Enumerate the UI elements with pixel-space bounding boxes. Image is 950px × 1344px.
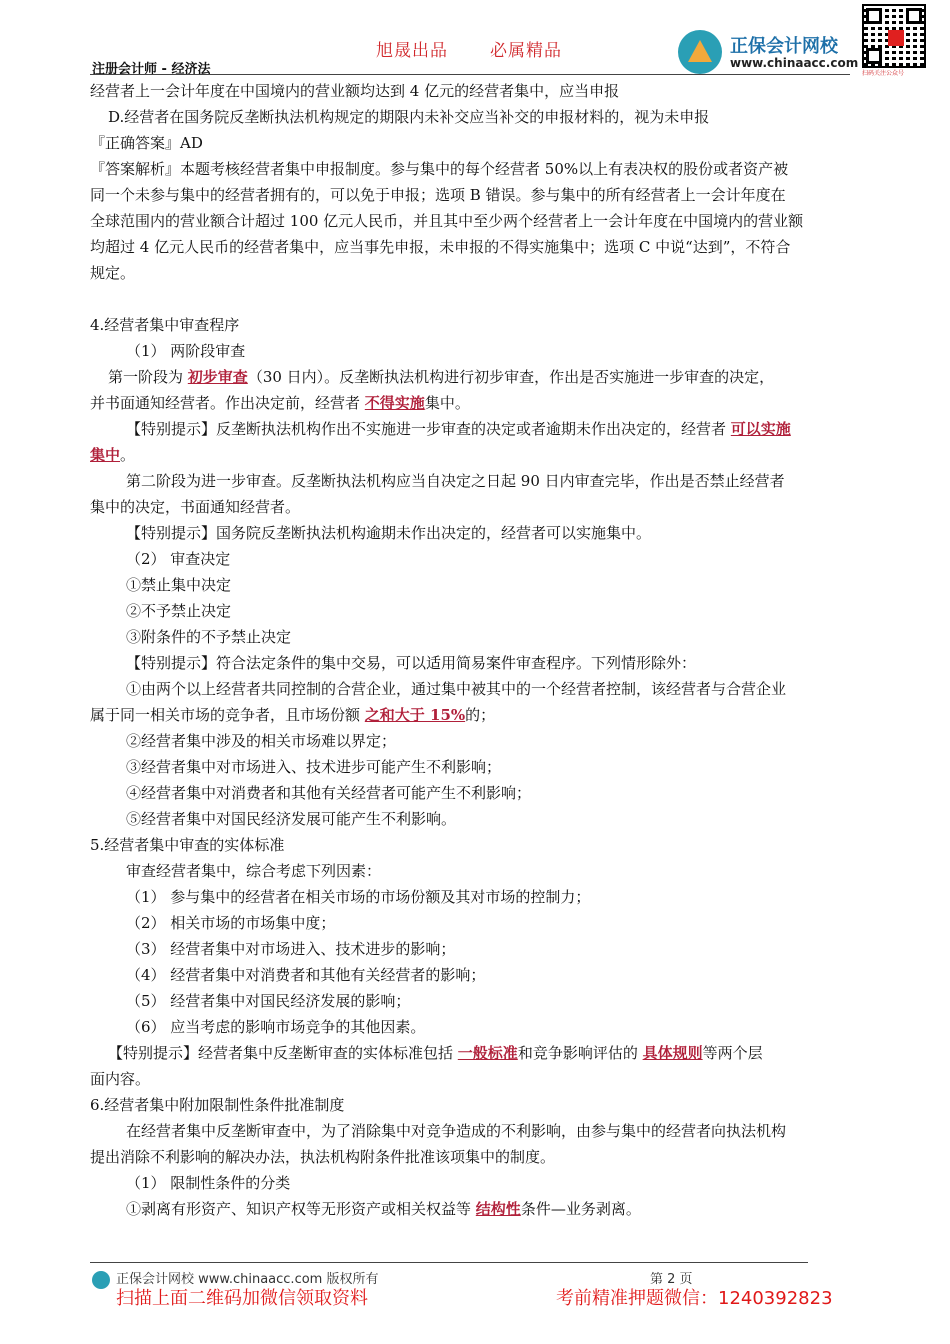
keyword-highlight: 不得实施 (364, 394, 425, 412)
subsection-heading: （1） 限制性条件的分类 (126, 1174, 291, 1192)
list-item: （1） 参与集中的经营者在相关市场的市场份额及其对市场的控制力； (126, 888, 591, 906)
text-line: 并书面通知经营者。作出决定前，经营者 不得实施集中。 (90, 394, 470, 412)
text-line: 属于同一相关市场的竞争者，且市场份额 之和大于 15%的； (90, 706, 496, 724)
special-tip: 【特别提示】国务院反垄断执法机构逾期未作出决定的，经营者可以实施集中。 (126, 524, 652, 542)
qr-caption: 扫码关注公众号 (862, 70, 905, 77)
list-item: ②不予禁止决定 (126, 602, 232, 620)
text-line: 提出消除不利影响的解决办法，执法机构附条件批准该项集中的制度。 (90, 1148, 556, 1166)
text-line: 第二阶段为进一步审查。反垄断执法机构应当自决定之日起 90 日内审查完毕，作出是否禁止经营者 (126, 472, 785, 490)
header-slogan (376, 36, 604, 61)
list-item: （4） 经营者集中对消费者和其他有关经营者的影响； (126, 966, 486, 984)
footer-copyright: 正保会计网校 www.chinaacc.com 版权所有 (92, 1268, 378, 1289)
document-body (90, 78, 868, 1222)
header-divider (90, 74, 850, 75)
text-line: 均超过 4 亿元人民币的经营者集中，应当事先申报，未申报的不得实施集中；选项 C 中说“达到”，不符合 (90, 238, 791, 256)
special-tip: 【特别提示】经营者集中反垄断审查的实体标准包括 一般标准和竞争影响评估的 具体规则等两个层 (108, 1044, 763, 1062)
subsection-heading: （2） 审查决定 (126, 550, 231, 568)
logo-name: 正保会计网校 (730, 36, 838, 57)
list-item: ①禁止集中决定 (126, 576, 232, 594)
text-line: 审查经营者集中，综合考虑下列因素： (126, 862, 382, 880)
section-heading: 5.经营者集中审查的实体标准 (90, 836, 285, 854)
section-heading: 6.经营者集中附加限制性条件批准制度 (90, 1096, 345, 1114)
option-d: D.经营者在国务院反垄断执法机构规定的期限内未补交应当补交的申报材料的，视为未申报 (108, 108, 710, 126)
keyword-highlight: 可以实施 (730, 420, 791, 438)
keyword-highlight: 之和大于 15% (364, 706, 466, 724)
qr-code (862, 4, 926, 80)
footer-divider (90, 1262, 808, 1263)
list-item: （5） 经营者集中对国民经济发展的影响； (126, 992, 411, 1010)
list-item: （3） 经营者集中对市场进入、技术进步的影响； (126, 940, 456, 958)
text-line: 规定。 (90, 264, 136, 282)
text-line: 集中的决定，书面通知经营者。 (90, 498, 301, 516)
text-line: 集中。 (90, 446, 136, 464)
text-line: 面内容。 (90, 1070, 151, 1088)
list-item: ③经营者集中对市场进入、技术进步可能产生不利影响； (126, 758, 502, 776)
keyword-highlight: 集中 (90, 446, 121, 464)
special-tip: 【特别提示】反垄断执法机构作出不实施进一步审查的决定或者逾期未作出决定的，经营者 可以实施 (126, 420, 791, 438)
text-line: 在经营者集中反垄断审查中，为了消除集中对竞争造成的不利影响，由参与集中的经营者向执法机构 (126, 1122, 787, 1140)
qr-code-icon (862, 4, 926, 68)
special-tip: 【特别提示】符合法定条件的集中交易，可以适用简易案件审查程序。下列情形除外： (126, 654, 697, 672)
slogan-right: 必属精品 (490, 41, 562, 61)
list-item: ③附条件的不予禁止决定 (126, 628, 292, 646)
section-heading: 4.经营者集中审查程序 (90, 316, 240, 334)
page-number: 第 2 页 (650, 1272, 693, 1287)
logo-icon (678, 30, 722, 74)
text-line: 全球范围内的营业额合计超过 100 亿元人民币，并且其中至少两个经营者上一会计年度在中国境内的营业额 (90, 212, 804, 230)
list-item: （6） 应当考虑的影响市场竞争的其他因素。 (126, 1018, 426, 1036)
doc-title: 注册会计师 - 经济法 (92, 62, 211, 77)
list-item: ⑤经营者集中对国民经济发展可能产生不利影响。 (126, 810, 457, 828)
brand-logo[interactable] (678, 28, 858, 80)
keyword-highlight: 一般标准 (457, 1044, 518, 1062)
text-line: 同一个未参与集中的经营者拥有的，可以免于申报；选项 B 错误。参与集中的所有经营者上一会计年度在 (90, 186, 786, 204)
list-item: ①由两个以上经营者共同控制的合营企业，通过集中被其中的一个经营者控制，该经营者与合营企业 (126, 680, 787, 698)
correct-answer: 『正确答案』AD (90, 134, 203, 152)
logo-url: www.chinaacc.com (730, 56, 859, 70)
answer-explanation: 『答案解析』本题考核经营者集中申报制度。参与集中的每个经营者 50%以上有表决权的股份或者资产被 (90, 160, 789, 178)
text-line: 第一阶段为 初步审查（30 日内）。反垄断执法机构进行初步审查，作出是否实施进一步审查的决定， (108, 368, 775, 386)
footer-logo-icon (92, 1271, 110, 1289)
promo-right: 考前精准押题微信：1240392823 (556, 1288, 833, 1309)
keyword-highlight: 具体规则 (642, 1044, 703, 1062)
slogan-left: 旭晟出品 (376, 41, 448, 61)
list-item: （2） 相关市场的市场集中度； (126, 914, 336, 932)
promo-left: 扫描上面二维码加微信领取资料 (116, 1288, 368, 1309)
list-item: ①剥离有形资产、知识产权等无形资产或相关权益等 结构性条件—业务剥离。 (126, 1200, 641, 1218)
subsection-heading: （1） 两阶段审查 (126, 342, 246, 360)
list-item: ②经营者集中涉及的相关市场难以界定； (126, 732, 397, 750)
text-line: 经营者上一会计年度在中国境内的营业额均达到 4 亿元的经营者集中，应当申报 (90, 82, 620, 100)
keyword-highlight: 结构性 (475, 1200, 521, 1218)
keyword-highlight: 初步审查 (187, 368, 248, 386)
list-item: ④经营者集中对消费者和其他有关经营者可能产生不利影响； (126, 784, 532, 802)
